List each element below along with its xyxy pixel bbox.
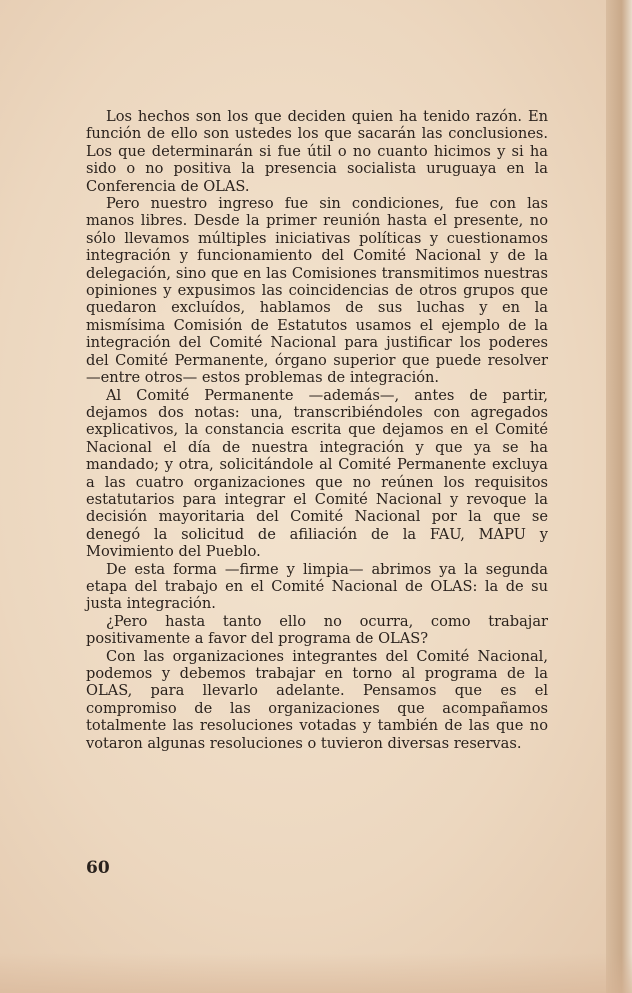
paragraph-5: ¿Pero hasta tanto ello no ocurra, como trabajar positivamente a favor del programa de OLAS? [86,612,548,648]
paragraph-3: Al Comité Permanente —además—, antes de partir, dejamos dos notas: una, transcribiéndoles con agregados explicativos, la constancia escrita que dejamos en el Comité Nacional el día de nuestra integración y que ya se ha mandado; y otra, solicitándole al Comité Permanente excluya a las cuatro organizaciones que no reúnen los requisitos estatutarios para integrar el Comité Nacional y revoque la decisión mayoritaria del Comité Nacional por la que se denegó la solicitud de afiliación de la FAU, MAPU y Movimiento del Pueblo. [86,386,548,561]
page-number: 60 [86,858,110,878]
paragraph-1: Los hechos son los que deciden quien ha tenido razón. En función de ello son ustedes los que sacarán las conclusiones. Los que determinarán si fue útil o no cuanto hicimos y si ha sido o no positiva la presencia socialista uruguaya en la Conferencia de OLAS. [86,108,548,195]
paragraph-6: Con las organizaciones integrantes del Comité Nacional, podemos y debemos trabajar en torno al programa de la OLAS, para llevarlo adelante. Pensamos que es el compromiso de las organizaciones que acompañamos totalmente las resoluciones votadas y también de las que no votaron algunas resoluciones o tuvieron diversas reservas. [86,647,548,752]
body-text [86,108,548,752]
paragraph-4: De esta forma —firme y limpia— abrimos ya la segunda etapa del trabajo en el Comité Nacional de OLAS: la de su justa integración. [86,560,548,613]
paragraph-2: Pero nuestro ingreso fue sin condiciones, fue con las manos libres. Desde la primer reunión hasta el presente, no sólo llevamos múltiples iniciativas políticas y cuestionamos integración y funcionamiento del Comité Nacional y de la delegación, sino que en las Comisiones transmitimos nuestras opiniones y expusimos las coincidencias de otros grupos que quedaron excluídos, hablamos de sus luchas y en la mismísima Comisión de Estatutos usamos el ejemplo de la integración del Comité Nacional para justificar los poderes del Comité Permanente, órgano superior que puede resolver —entre otros— estos problemas de integración. [86,195,548,387]
page-edge [606,0,632,993]
page-shade [0,953,632,993]
